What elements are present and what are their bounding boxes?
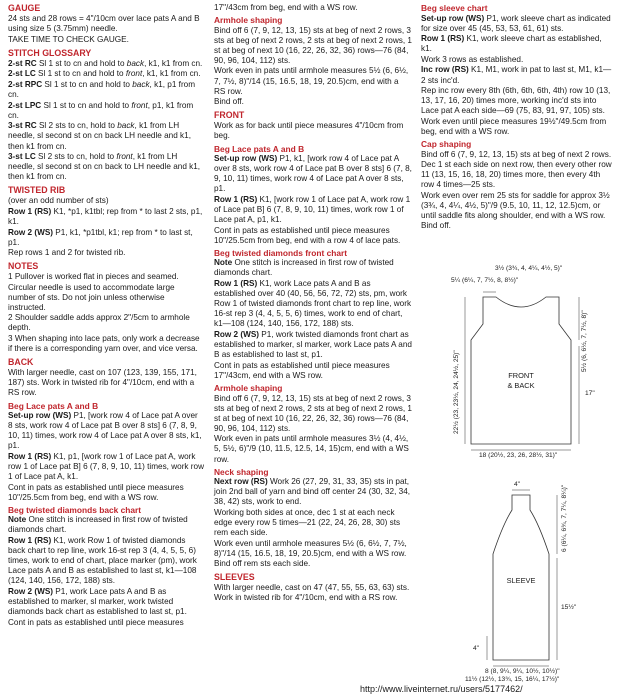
sleeve-work3: Work 3 rows as established.: [421, 54, 524, 64]
front-diamonds-row2: Row 2 (WS) P1, work twisted diamonds front chart as established to marker, sl marker, work Lace pats A and B as established to last st, p1.: [214, 330, 412, 360]
sl-label: SLEEVE: [506, 576, 536, 585]
front-armhole-text: Bind off 6 (7, 9, 12, 13, 15) sts at beg of next 2 rows, 3 sts at beg of next 2 rows, 2 sts at beg of next 2 rows, 1 st at beg of next 10 (16, 22, 26, 32, 36) rows—76 (84, 90, 96, 104, 112) sts.: [214, 393, 412, 433]
front-lace-row1: Row 1 (RS) K1, [work row 1 of Lace pat A, work row 1 of Lace pat B] 6 (7, 8, 9, 10, 11) times, work row 1 of Lace pat A, p1, k1.: [214, 194, 411, 225]
front-lace-setup: Set-up row (WS) P1, k1, [work row 4 of Lace pat A over 8 sts, work row 4 of Lace pat B over 8 sts] 6 (7, 8, 9, 10, 11) times, work row 4 of Lace pat A over 8 sts, p1.: [214, 154, 412, 194]
back-cont-end: 17"/43cm from beg, end with a WS row.: [214, 3, 358, 12]
gauge-warning: TAKE TIME TO CHECK GAUGE.: [8, 34, 129, 44]
fb-side-label: 17": [585, 390, 595, 397]
cap-text2: Work even over rem 25 sts for saddle for approx 3½ (3¾, 4, 4¼, 4½, 5)"/9 (9.5, 10, 11, 12, 12.5)cm, or until saddle fits along shoulder, end with a WS row.: [421, 190, 610, 220]
front-armhole-text2: Work even in pats until armhole measures 3½ (4, 4½, 5, 5½, 6)"/9 (10, 11.5, 12.5, 14, 15)cm, end with a WS row.: [214, 434, 409, 464]
front-armhole-heading: Armhole shaping: [214, 383, 283, 393]
note-1: 1 Pullover is worked flat in pieces and seamed. Circular needle is used to accommodate large number of sts. Do not join unless otherwise instructed.: [8, 272, 179, 312]
glossary-heading: STITCH GLOSSARY: [8, 47, 92, 58]
glossary-2st-rpc: 2-st RPC Sl 1 st to cn and hold to back, k1, p1 from cn.: [8, 79, 196, 100]
sl-upper-label: 11½ (12½, 13¾, 15, 16¼, 17½)": [465, 676, 560, 683]
back-lace-setup: Set-up row (WS) P1, [work row 4 of Lace pat A over 8 sts, work row 4 of Lace pat B over 8 sts] 6 (7, 8, 9, 10, 11) times, work row 4 of Lace pat A over 8 sts, k1, p1.: [8, 411, 202, 451]
neck-next-row: Next row (RS) Work 26 (27, 29, 31, 33, 35) sts in pat, join 2nd ball of yarn and bind off center 24 (30, 32, 34, 38, 42) sts, work to end.: [214, 477, 411, 507]
back-diamonds-row2: Row 2 (WS) P1, work Lace pats A and B as established to marker, sl marker, work twisted diamonds back chart as established to last st, p1.: [8, 587, 187, 617]
note-2: 2 Shoulder saddle adds approx 2"/5cm to armhole depth.: [8, 313, 190, 333]
sleeve-rep-inc: Rep inc row every 8th (6th, 6th, 6th, 4th) row 10 (13, 13, 17, 16, 20) times more, working inc'd sts into Lace pat A each side—69 (75, 83, 91, 97, 105) sts.: [421, 86, 611, 116]
sl-cap-label: 6 (6¼, 6¾, 7, 7¼, 8¼)": [561, 484, 568, 552]
schematic-diagram: [421, 262, 614, 682]
note-3: 3 When shaping into lace pats, only work a decrease if there is a corresponding yarn over, and vice versa.: [8, 334, 200, 354]
sleeve-inc-row: Inc row (RS) K1, M1, work in pat to last st, M1, k1—2 sts inc'd.: [421, 65, 612, 85]
back-lace-heading: Beg Lace pats A and B: [8, 400, 99, 411]
sleeve-setup: Set-up row (WS) P1, work sleeve chart as indicated for size over 45 (45, 53, 53, 61, 61) sts.: [421, 13, 611, 33]
twisted-rib-repeat: Rep rows 1 and 2 for twisted rib.: [8, 248, 126, 258]
front-heading: FRONT: [214, 110, 245, 121]
gauge-heading: GAUGE: [8, 3, 41, 13]
back-text: With larger needle, cast on 107 (123, 139, 155, 171, 187) sts. Work in twisted rib for 4"/10cm, end with a RS row.: [8, 368, 197, 398]
fb-neck-label: 5¼ (6¼, 7, 7½, 8, 8½)": [451, 277, 519, 284]
glossary-3st-rc: 3-st RC Sl 2 sts to cn, hold to back, k1 from LH needle, sl second st on cn back LH needle and k1, then k1 from cn.: [8, 121, 191, 151]
back-armhole-text: Bind off 6 (7, 9, 12, 13, 15) sts at beg of next 2 rows, 3 sts at beg of next 2 rows, 2 sts at beg of next 2 rows, 1 st at beg of next 10 (16, 22, 26, 32, 36) rows—76 (84, 90, 96, 104, 112) sts.: [214, 25, 412, 65]
back-heading: BACK: [8, 357, 34, 368]
twisted-rib-sub: (over an odd number of sts): [8, 196, 109, 206]
sleeves-text: With larger needle, cast on 47 (47, 55, 55, 63, 63) sts. Work in twisted rib for 4"/10cm, end with a RS row.: [214, 583, 410, 603]
column-right: [421, 3, 614, 232]
twisted-rib-row2: Row 2 (WS) P1, k1, *p1tbl, k1; rep from * to last st, p1.: [8, 227, 193, 247]
sleeve-work-even: Work even until piece measures 19½"/49.5cm from beg, end with a WS row.: [421, 116, 607, 137]
glossary-2st-lpc: 2-st LPC Sl 1 st to cn and hold to front, p1, k1 from cn.: [8, 100, 194, 120]
back-armhole-heading: Armhole shaping: [214, 15, 283, 26]
front-text: Work as for back until piece measures 4"/10cm from beg.: [214, 121, 404, 141]
fb-label-front: FRONT: [508, 371, 534, 380]
fb-top-label: 3½ (3¾, 4, 4¼, 4½, 5)": [495, 265, 563, 272]
back-diamonds-row1: Row 1 (RS) K1, work Row 1 of twisted diamonds back chart to rep line, work 16-st rep 3 (4, 4, 5, 5, 6) times, work to end of chart, place marker (pm), work Lace pats A and B as established to last st, k1—108 (124, 140, 156, 172, 188) sts.: [8, 536, 197, 586]
neck-dec: Working both sides at once, dec 1 st at each neck edge every row 5 times—21 (22, 24, 26, 28, 30) sts rem each side.: [214, 507, 401, 538]
front-lace-heading: Beg Lace pats A and B: [214, 143, 305, 154]
gauge-text: 24 sts and 28 rows = 4"/10cm over lace pats A and B using size 5 (3.75mm) needle.: [8, 14, 200, 34]
back-lace-row1: Row 1 (RS) K1, p1, [work row 1 of Lace pat A, work row 1 of Lace pat B] 6 (7, 8, 9, 10, 11) times, work row 1 of Lace pat A, k1.: [8, 451, 204, 482]
back-diamonds-heading: Beg twisted diamonds back chart: [8, 504, 142, 515]
column-middle: [214, 3, 412, 604]
twisted-rib-row1: Row 1 (RS) K1, *p1, k1tbl; rep from * to last 2 sts, p1, k1.: [8, 207, 203, 227]
back-armhole-text2: Work even in pats until armhole measures 5½ (6, 6½, 7, 7½, 8)"/14 (15, 16.5, 18, 19, 20.5)cm, end with a RS row.: [214, 66, 409, 96]
front-diamonds-cont: Cont in pats as established until piece measures 17"/43cm, end with a WS row.: [214, 360, 390, 380]
front-diamonds-heading: Beg twisted diamonds front chart: [214, 247, 348, 258]
cap-heading: Cap shaping: [421, 139, 472, 150]
sl-len-label: 15½": [561, 604, 577, 611]
glossary-3st-lc: 3-st LC Sl 2 sts to cn, hold to front, k1 from LH needle, sl second st on cn back to LH needle and k1, then k1 from cn.: [8, 152, 201, 182]
notes-heading: NOTES: [8, 261, 39, 272]
back-diamonds-note: Note One stitch is increased in first row of twisted diamonds chart.: [8, 515, 188, 535]
back-armhole-bindoff: Bind off.: [214, 97, 244, 107]
neck-heading: Neck shaping: [214, 466, 269, 477]
glossary-2st-lc: 2-st LC Sl 1 st to cn and hold to front, k1, k1 from cn.: [8, 69, 201, 79]
fb-label-back: & BACK: [507, 381, 535, 390]
neck-finish: Work even until armhole measures 5½ (6, 6½, 7, 7½, 8)"/14 (15, 16.5, 18, 19, 20.5)cm, end with a WS row. Bind off rem sts each side.: [214, 538, 407, 568]
front-lace-cont: Cont in pats as established until piece measures 10"/25.5cm from beg, end with a row 4 of lace pats.: [214, 225, 401, 245]
cap-text1: Bind off 6 (7, 9, 12, 13, 15) sts at beg of next 2 rows. Dec 1 st each side on next row, then every other row 11 (13, 15, 16, 18, 20) times more, then every 4th row 4 times—25 sts.: [421, 149, 612, 189]
glossary-2st-rc: 2-st RC Sl 1 st to cn and hold to back, k1, k1 from cn.: [8, 58, 203, 68]
cap-bindoff: Bind off.: [421, 221, 451, 231]
column-left: [8, 3, 204, 628]
sl-top-label: 4": [514, 481, 521, 488]
twisted-rib-heading: TWISTED RIB: [8, 185, 66, 196]
back-lace-cont: Cont in pats as established until piece measures 10"/25.5cm from beg, end with a WS row.: [8, 482, 184, 502]
sl-cuff-label: 4": [473, 645, 480, 652]
sleeve-chart-heading: Beg sleeve chart: [421, 3, 488, 13]
front-diamonds-note: Note One stitch is increased in first row of twisted diamonds chart.: [214, 258, 394, 278]
fb-arm-label: 5½ (6, 6½, 7, 7½, 8)": [581, 310, 588, 372]
fb-width-label: 18 (20½, 23, 26, 28½, 31)": [479, 452, 558, 459]
sl-wrist-label: 8 (8, 9¼, 9¼, 10½, 10½)": [485, 668, 560, 675]
watermark-url: http://www.liveinternet.ru/users/5177462/: [360, 684, 523, 694]
sleeve-row1: Row 1 (RS) K1, work sleeve chart as established, k1.: [421, 34, 602, 54]
sleeves-heading: SLEEVES: [214, 572, 255, 582]
back-diamonds-cont: Cont in pats as established until piece measures: [8, 617, 184, 627]
front-diamonds-row1: Row 1 (RS) K1, work Lace pats A and B as established over 40 (40, 56, 56, 72, 72) sts, pm, work Row 1 of twisted diamonds front chart to rep line, work 16-st rep 3 (4, 4, 5, 5, 6) times, work to end of chart, k1—108 (124, 140, 156, 172, 188) sts.: [214, 279, 412, 329]
fb-length-label: 22½ (23, 23½, 24, 24½, 25)": [453, 350, 460, 434]
